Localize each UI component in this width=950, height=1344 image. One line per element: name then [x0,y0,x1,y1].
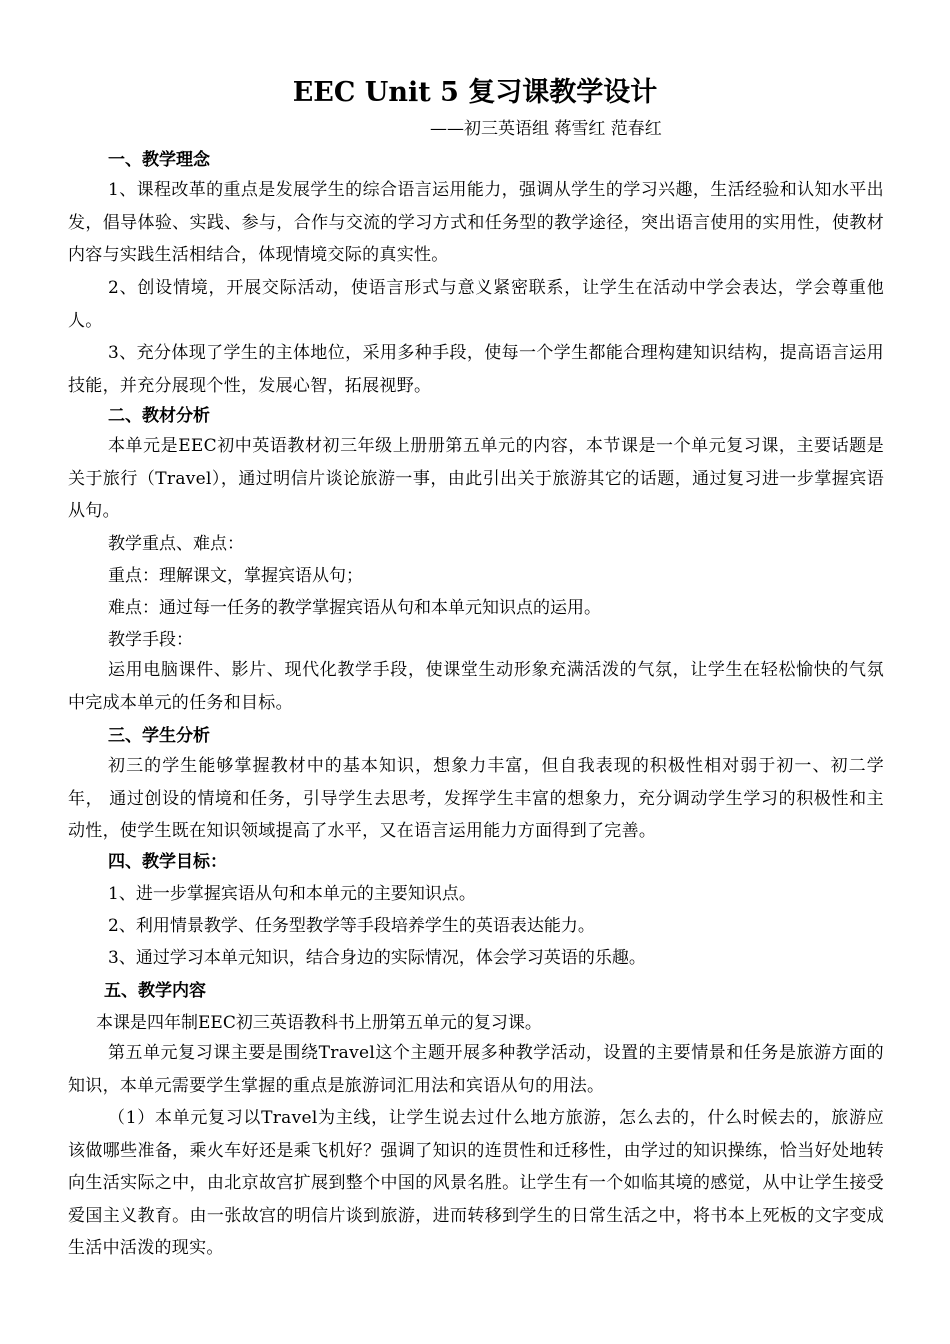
paragraph: 运用电脑课件、影片、现代化教学手段，使课堂生动形象充满活泼的气氛，让学生在轻松愉快的气氛中完成本单元的任务和目标。 [68,660,884,713]
section-heading-content: 五、教学内容 [104,981,206,1001]
paragraph: 初三的学生能够掌握教材中的基本知识，想象力丰富，但自我表现的积极性相对弱于初一、初二学年， 通过创设的情境和任务，引导学生去思考，发挥学生丰富的想象力，充分调动学生学习的积极性和主动性，使学生既在知识领域提高了水平，又在语言运用能力方面得到了完善。 [68,756,884,841]
paragraph: 2、创设情境，开展交际活动，使语言形式与意义紧密联系，让学生在活动中学会表达，学会尊重他人。 [68,278,884,331]
text-line: 3、通过学习本单元知识，结合身边的实际情况，体会学习英语的乐趣。 [108,948,646,968]
text-line: 教学重点、难点： [108,534,244,554]
paragraph: 1、课程改革的重点是发展学生的综合语言运用能力，强调从学生的学习兴趣，生活经验和认知水平出发，倡导体验、实践、参与，合作与交流的学习方式和任务型的教学途径，突出语言使用的实用性，使教材内容与实践生活相结合，体现情境交际的真实性。 [68,180,884,265]
paragraph: 第五单元复习课主要是围绕Travel这个主题开展多种教学活动，设置的主要情景和任务是旅游方面的知识，本单元需要学生掌握的重点是旅游词汇用法和宾语从句的用法。 [68,1043,884,1096]
text-line: 1、进一步掌握宾语从句和本单元的主要知识点。 [108,884,476,904]
section-heading-materials: 二、教材分析 [108,406,210,426]
paragraph: 3、充分体现了学生的主体地位，采用多种手段，使每一个学生都能合理构建知识结构，提高语言运用技能，并充分展现个性，发展心智，拓展视野。 [68,343,884,396]
paragraph: （1）本单元复习以Travel为主线，让学生说去过什么地方旅游，怎么去的，什么时候去的，旅游应该做哪些准备，乘火车好还是乘飞机好？强调了知识的连贯性和迁移性，由学过的知识操练，恰当好处地转向生活实际之中，由北京故宫扩展到整个中国的风景名胜。让学生有一个如临其境的感觉，从中让学生接受爱国主义教育。由一张故宫的明信片谈到旅游，进而转移到学生的日常生活之中，将书本上死板的文字变成生活中活泼的现实。 [68,1108,884,1258]
section-heading-objectives: 四、教学目标： [108,852,227,872]
text-line: 教学手段： [108,630,193,650]
paragraph: 本单元是EEC初中英语教材初三年级上册册第五单元的内容，本节课是一个单元复习课，主要话题是关于旅行（Travel），通过明信片谈论旅游一事，由此引出关于旅游其它的话题，通过复习进一步掌握宾语从句。 [68,436,884,521]
document-title: EEC Unit 5 复习课教学设计 [292,77,658,108]
text-line: 2、利用情景教学、任务型教学等手段培养学生的英语表达能力。 [108,916,595,936]
text-line: 重点：理解课文，掌握宾语从句； [108,566,363,586]
document-author: ——初三英语组 蒋雪红 范春红 [430,119,662,139]
section-heading-philosophy: 一、教学理念 [108,150,210,170]
text-line: 本课是四年制EEC初三英语教科书上册第五单元的复习课。 [96,1013,542,1033]
text-line: 难点：通过每一任务的教学掌握宾语从句和本单元知识点的运用。 [108,598,601,618]
section-heading-students: 三、学生分析 [108,726,210,746]
